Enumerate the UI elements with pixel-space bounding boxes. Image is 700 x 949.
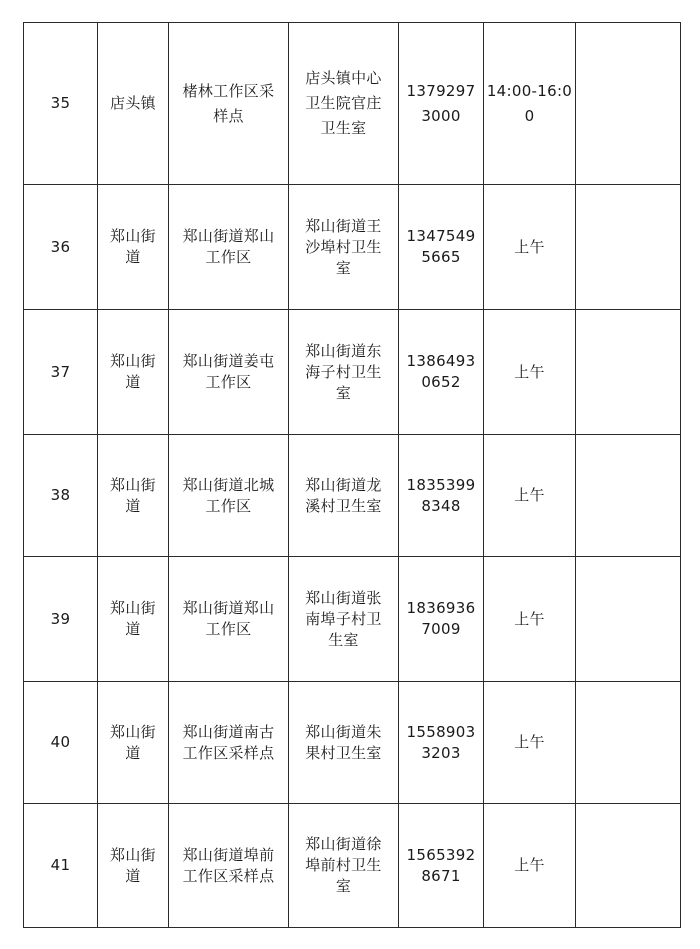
work-area-cell-text (169, 226, 288, 268)
sampling-sites-table (23, 22, 681, 928)
row-number-cell (24, 804, 98, 928)
time-cell (484, 310, 576, 435)
district-cell-line: 道 (125, 620, 141, 638)
phone-cell-text (399, 845, 483, 887)
row-number-cell (24, 435, 98, 557)
district-cell-text (98, 91, 168, 116)
address-cell-line: 卫生室 (320, 119, 367, 137)
district-cell-line: 店头镇 (110, 94, 156, 112)
phone-cell-text (399, 79, 483, 129)
time-cell-text (484, 237, 575, 258)
time-cell (484, 435, 576, 557)
phone-cell (399, 682, 484, 804)
address-cell-text (289, 834, 398, 897)
row-number-cell-text: 36 (50, 237, 71, 256)
address-cell (289, 435, 399, 557)
work-area-cell (169, 23, 289, 185)
work-area-cell-line: 郑山街道北城 (182, 475, 275, 494)
time-cell (484, 557, 576, 682)
address-cell-line: 郑山街道东 (305, 341, 382, 360)
time-cell-line: 0 (524, 106, 535, 125)
address-cell (289, 23, 399, 185)
work-area-cell-line: 工作区采样点 (182, 866, 275, 885)
work-area-cell-line: 郑山街道郑山 (182, 227, 275, 245)
district-cell-line: 郑山街 (110, 722, 156, 741)
note-cell (576, 682, 681, 804)
phone-cell (399, 310, 484, 435)
work-area-cell-line: 工作区 (205, 248, 252, 266)
phone-cell (399, 557, 484, 682)
district-cell-text (98, 598, 168, 640)
district-cell (98, 804, 169, 928)
row-number-cell (24, 23, 98, 185)
district-cell (98, 557, 169, 682)
address-cell-line: 室 (335, 877, 352, 895)
time-cell (484, 23, 576, 185)
table-body (24, 23, 681, 928)
phone-cell-text (399, 475, 483, 517)
time-cell-line: 上午 (514, 856, 545, 874)
address-cell-line: 郑山街道朱 (305, 722, 382, 741)
phone-cell (399, 435, 484, 557)
work-area-cell (169, 435, 289, 557)
time-cell-line: 上午 (514, 609, 545, 628)
phone-cell-text (399, 351, 483, 393)
note-cell (576, 435, 681, 557)
address-cell-line: 店头镇中心 (305, 69, 382, 87)
phone-cell-text (399, 722, 483, 764)
time-cell-line: 上午 (514, 486, 545, 504)
row-number-cell-text: 38 (50, 486, 71, 504)
table-row (24, 804, 681, 928)
address-cell-line: 果村卫生室 (305, 743, 382, 762)
district-cell-line: 道 (125, 373, 141, 391)
phone-cell-line: 1379297 (406, 81, 476, 100)
address-cell-text (289, 722, 398, 764)
work-area-cell (169, 682, 289, 804)
district-cell (98, 682, 169, 804)
address-cell (289, 557, 399, 682)
address-cell-line: 南埠子村卫 (305, 609, 382, 628)
phone-cell-line: 8348 (421, 496, 461, 515)
work-area-cell-text (169, 351, 288, 393)
work-area-cell-line: 郑山街道南古 (182, 722, 275, 741)
phone-cell-line: 7009 (421, 620, 461, 638)
address-cell-text (289, 216, 398, 279)
row-number-cell (24, 682, 98, 804)
time-cell-text (484, 855, 575, 876)
table-row (24, 557, 681, 682)
work-area-cell (169, 557, 289, 682)
address-cell-line: 室 (335, 258, 352, 277)
note-cell (576, 23, 681, 185)
address-cell-line: 郑山街道张 (305, 588, 382, 607)
row-number-cell (24, 310, 98, 435)
phone-cell (399, 804, 484, 928)
phone-cell-line: 1386493 (406, 352, 476, 370)
district-cell-line: 郑山街 (110, 475, 156, 494)
row-number-cell (24, 185, 98, 310)
row-number-cell-text: 35 (50, 94, 71, 112)
work-area-cell-line: 工作区 (205, 620, 252, 638)
district-cell-text (98, 351, 168, 393)
address-cell (289, 310, 399, 435)
work-area-cell-line: 楮林工作区采 (182, 81, 275, 100)
phone-cell-line: 1558903 (406, 722, 476, 741)
district-cell (98, 185, 169, 310)
address-cell (289, 682, 399, 804)
district-cell-line: 道 (125, 866, 141, 885)
row-number-cell-text: 40 (50, 733, 71, 751)
work-area-cell-line: 工作区 (205, 496, 252, 515)
time-cell-line: 上午 (514, 237, 545, 256)
note-cell (576, 804, 681, 928)
address-cell-line: 室 (335, 383, 352, 402)
district-cell-text (98, 722, 168, 764)
table-row (24, 185, 681, 310)
work-area-cell-text (169, 475, 288, 517)
phone-cell-text (399, 226, 483, 268)
district-cell-line: 郑山街 (110, 845, 156, 864)
district-cell-line: 道 (125, 496, 141, 515)
work-area-cell-line: 郑山街道郑山 (182, 599, 275, 617)
address-cell-line: 埠前村卫生 (305, 856, 382, 874)
district-cell (98, 435, 169, 557)
row-number-cell (24, 557, 98, 682)
work-area-cell-line: 郑山街道埠前 (182, 845, 275, 864)
time-cell-text (484, 609, 575, 630)
address-cell-line: 生室 (328, 630, 359, 649)
table-row (24, 682, 681, 804)
phone-cell-line: 3203 (421, 743, 461, 762)
phone-cell-text (399, 598, 483, 640)
address-cell-line: 海子村卫生 (305, 362, 382, 381)
time-cell (484, 682, 576, 804)
phone-cell-line: 5665 (421, 248, 461, 266)
note-cell (576, 185, 681, 310)
time-cell-text (484, 485, 575, 506)
district-cell-line: 郑山街 (110, 227, 156, 245)
work-area-cell-line: 工作区采样点 (182, 743, 275, 762)
time-cell-line: 上午 (514, 362, 545, 381)
work-area-cell-text (169, 598, 288, 640)
table-row (24, 23, 681, 185)
work-area-cell-line: 样点 (213, 106, 244, 125)
address-cell-line: 沙埠村卫生 (305, 237, 382, 256)
district-cell-text (98, 845, 168, 887)
time-cell (484, 804, 576, 928)
address-cell-text (289, 66, 398, 141)
address-cell (289, 185, 399, 310)
district-cell-text (98, 475, 168, 517)
work-area-cell-line: 郑山街道姜屯 (182, 352, 275, 370)
district-cell-line: 道 (125, 248, 141, 266)
district-cell-line: 道 (125, 743, 141, 762)
row-number-cell-text: 39 (50, 609, 71, 628)
table-row (24, 310, 681, 435)
district-cell (98, 23, 169, 185)
work-area-cell-text (169, 722, 288, 764)
address-cell-line: 郑山街道王 (305, 216, 382, 235)
district-cell (98, 310, 169, 435)
address-cell-text (289, 341, 398, 404)
note-cell (576, 310, 681, 435)
work-area-cell (169, 804, 289, 928)
work-area-cell-text (169, 79, 288, 129)
time-cell-line: 上午 (514, 733, 545, 751)
phone-cell-line: 1835399 (406, 475, 476, 494)
address-cell-line: 卫生院官庄 (305, 94, 382, 112)
address-cell-text (289, 588, 398, 651)
time-cell-text (484, 79, 575, 129)
phone-cell-line: 8671 (421, 866, 461, 885)
address-cell-line: 郑山街道徐 (305, 835, 382, 853)
phone-cell-line: 3000 (421, 106, 461, 125)
phone-cell (399, 185, 484, 310)
work-area-cell (169, 185, 289, 310)
address-cell (289, 804, 399, 928)
district-cell-text (98, 226, 168, 268)
phone-cell-line: 1347549 (406, 227, 476, 245)
district-cell-line: 郑山街 (110, 352, 156, 370)
phone-cell-line: 1836936 (406, 599, 476, 617)
row-number-cell-text: 37 (50, 362, 71, 381)
address-cell-line: 郑山街道龙 (305, 475, 382, 494)
address-cell-line: 溪村卫生室 (305, 496, 382, 515)
table-row (24, 435, 681, 557)
time-cell-line: 14:00-16:0 (486, 81, 573, 100)
phone-cell-line: 1565392 (406, 845, 476, 864)
note-cell (576, 557, 681, 682)
district-cell-line: 郑山街 (110, 599, 156, 617)
phone-cell (399, 23, 484, 185)
work-area-cell-text (169, 845, 288, 887)
work-area-cell-line: 工作区 (205, 373, 252, 391)
time-cell-text (484, 362, 575, 383)
work-area-cell (169, 310, 289, 435)
address-cell-text (289, 475, 398, 517)
row-number-cell-text: 41 (50, 856, 71, 874)
phone-cell-line: 0652 (421, 373, 461, 391)
time-cell-text (484, 732, 575, 753)
time-cell (484, 185, 576, 310)
